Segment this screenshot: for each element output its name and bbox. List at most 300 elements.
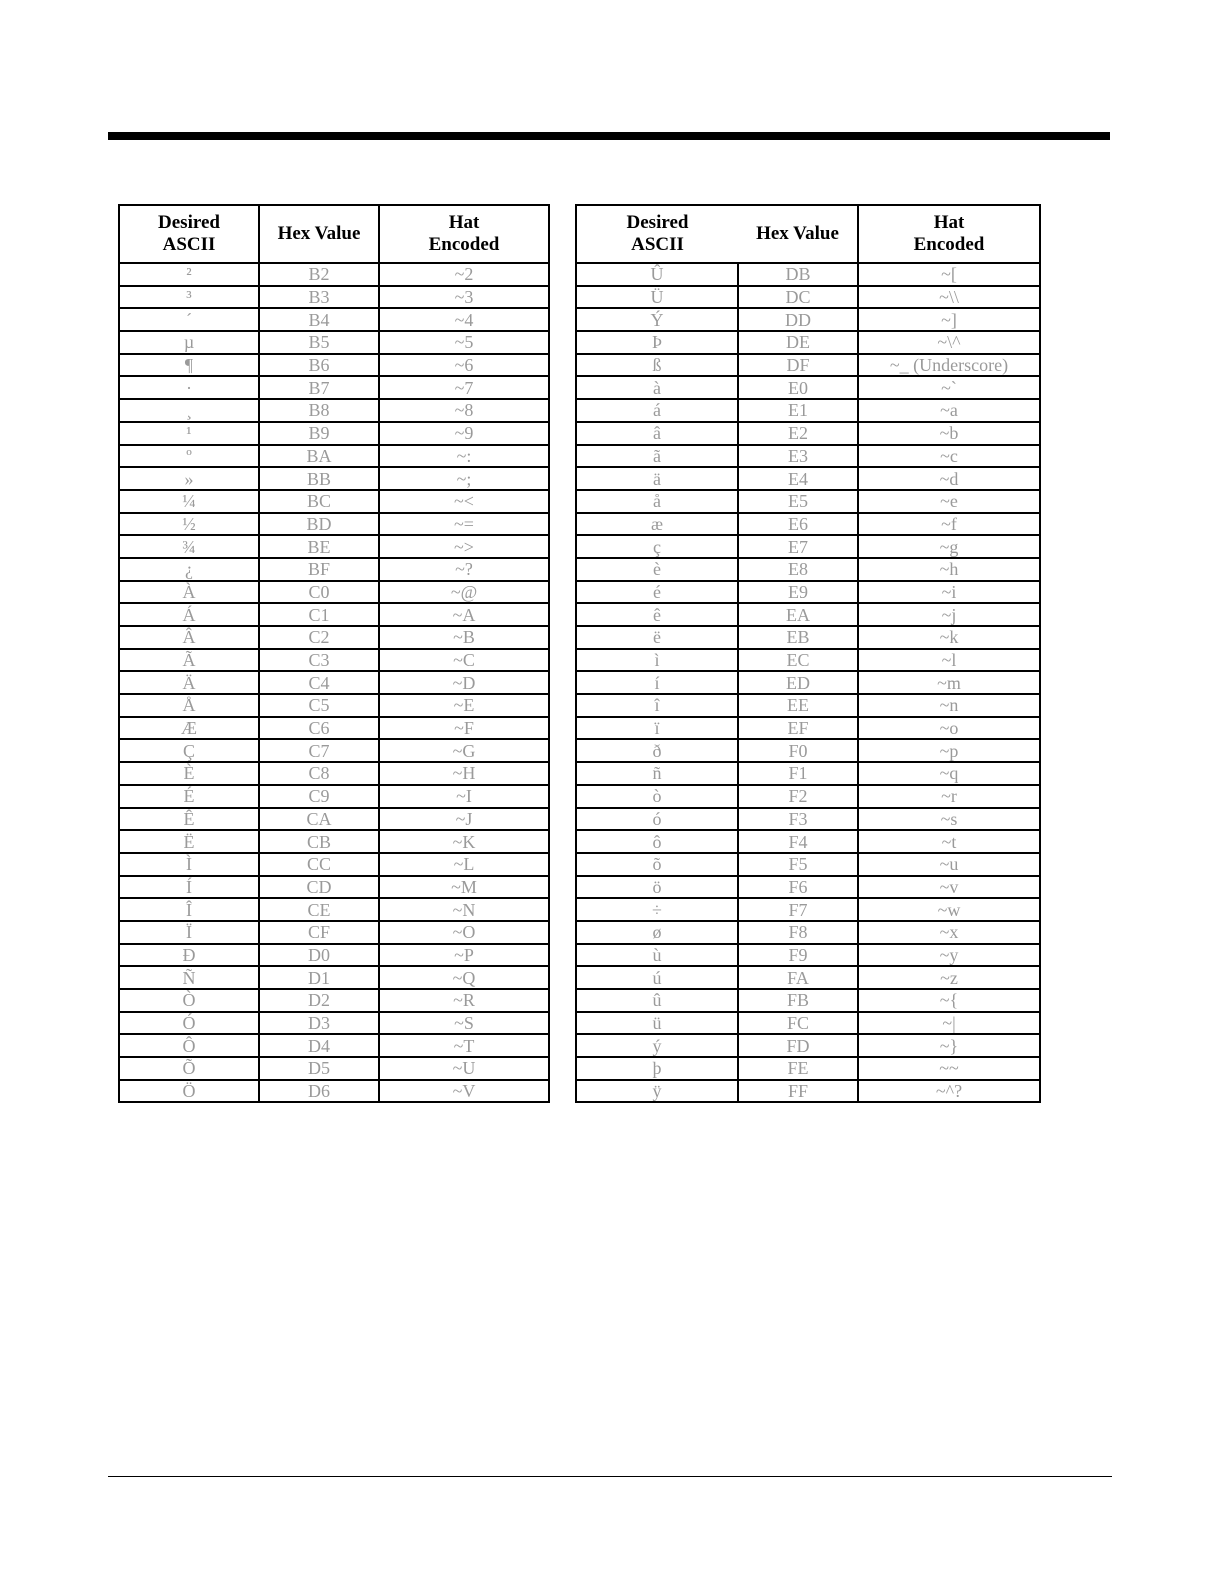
cell-hex-value: C6 [259, 717, 379, 740]
table-row [576, 263, 1040, 286]
cell-hex-value: FB [738, 989, 858, 1012]
cell-desired-ascii: ½ [119, 513, 259, 536]
cell-desired-ascii: Ï [119, 921, 259, 944]
cell-hat-encoded: ~= [379, 513, 549, 536]
cell-hex-value: D2 [259, 989, 379, 1012]
table-row [119, 558, 549, 581]
cell-hat-encoded: ~w [858, 898, 1040, 921]
cell-hex-value: B4 [259, 308, 379, 331]
cell-desired-ascii: É [119, 785, 259, 808]
header-desired-ascii: Desired ASCII [119, 205, 259, 263]
table-row [576, 739, 1040, 762]
cell-desired-ascii: Ç [119, 739, 259, 762]
table-row [119, 1012, 549, 1035]
table-row [576, 467, 1040, 490]
table-row [576, 603, 1040, 626]
cell-desired-ascii: á [576, 399, 738, 422]
cell-hex-value: C9 [259, 785, 379, 808]
table-row [119, 830, 549, 853]
cell-hat-encoded: ~R [379, 989, 549, 1012]
cell-hat-encoded: ~6 [379, 354, 549, 377]
cell-desired-ascii: Þ [576, 331, 738, 354]
cell-hex-value: E1 [738, 399, 858, 422]
cell-desired-ascii: Ô [119, 1034, 259, 1057]
hat-encoding-table-left [118, 204, 550, 1103]
cell-hat-encoded: ~y [858, 944, 1040, 967]
cell-hat-encoded: ~~ [858, 1057, 1040, 1080]
cell-hat-encoded: ~M [379, 876, 549, 899]
table-body-right [576, 263, 1040, 1102]
cell-hat-encoded: ~t [858, 830, 1040, 853]
cell-hex-value: FE [738, 1057, 858, 1080]
cell-hex-value: E8 [738, 558, 858, 581]
cell-desired-ascii: Ë [119, 830, 259, 853]
cell-hex-value: E7 [738, 535, 858, 558]
cell-hat-encoded: ~; [379, 467, 549, 490]
cell-hat-encoded: ~_ (Underscore) [858, 354, 1040, 377]
table-row [119, 921, 549, 944]
cell-hat-encoded: ~| [858, 1012, 1040, 1035]
cell-hex-value: DC [738, 286, 858, 309]
cell-desired-ascii: ú [576, 966, 738, 989]
cell-desired-ascii: À [119, 581, 259, 604]
cell-hat-encoded: ~P [379, 944, 549, 967]
table-row [576, 671, 1040, 694]
cell-hex-value: BA [259, 445, 379, 468]
cell-hex-value: ED [738, 671, 858, 694]
cell-hex-value: F6 [738, 876, 858, 899]
cell-desired-ascii: ì [576, 649, 738, 672]
cell-desired-ascii: ò [576, 785, 738, 808]
cell-desired-ascii: û [576, 989, 738, 1012]
cell-desired-ascii: Ü [576, 286, 738, 309]
cell-hex-value: B9 [259, 422, 379, 445]
table-row [576, 376, 1040, 399]
cell-hat-encoded: ~{ [858, 989, 1040, 1012]
cell-hex-value: B3 [259, 286, 379, 309]
cell-desired-ascii: é [576, 581, 738, 604]
cell-hex-value: DD [738, 308, 858, 331]
cell-desired-ascii: Ò [119, 989, 259, 1012]
cell-hat-encoded: ~> [379, 535, 549, 558]
cell-desired-ascii: · [119, 376, 259, 399]
table-row [119, 490, 549, 513]
cell-hex-value: B6 [259, 354, 379, 377]
cell-hex-value: E5 [738, 490, 858, 513]
cell-hat-encoded: ~` [858, 376, 1040, 399]
cell-hex-value: E9 [738, 581, 858, 604]
table-row [119, 1057, 549, 1080]
table-row [576, 422, 1040, 445]
cell-hat-encoded: ~O [379, 921, 549, 944]
cell-hex-value: DF [738, 354, 858, 377]
cell-hex-value: BE [259, 535, 379, 558]
cell-desired-ascii: Å [119, 694, 259, 717]
cell-desired-ascii: ¼ [119, 490, 259, 513]
cell-hat-encoded: ~T [379, 1034, 549, 1057]
table-row [576, 966, 1040, 989]
table-row [119, 331, 549, 354]
cell-desired-ascii: ë [576, 626, 738, 649]
cell-desired-ascii: Î [119, 898, 259, 921]
cell-hat-encoded: ~D [379, 671, 549, 694]
cell-hat-encoded: ~o [858, 717, 1040, 740]
cell-hat-encoded: ~p [858, 739, 1040, 762]
table-row [119, 603, 549, 626]
cell-desired-ascii: Ã [119, 649, 259, 672]
cell-desired-ascii: è [576, 558, 738, 581]
cell-hat-encoded: ~@ [379, 581, 549, 604]
cell-hat-encoded: ~Q [379, 966, 549, 989]
cell-hex-value: CD [259, 876, 379, 899]
cell-desired-ascii: Ð [119, 944, 259, 967]
cell-hex-value: FD [738, 1034, 858, 1057]
cell-hex-value: E3 [738, 445, 858, 468]
cell-hex-value: C5 [259, 694, 379, 717]
cell-desired-ascii: ã [576, 445, 738, 468]
cell-desired-ascii: µ [119, 331, 259, 354]
cell-hex-value: EB [738, 626, 858, 649]
table-row [576, 581, 1040, 604]
cell-hex-value: CB [259, 830, 379, 853]
cell-desired-ascii: ü [576, 1012, 738, 1035]
cell-hex-value: C7 [259, 739, 379, 762]
cell-hat-encoded: ~\\ [858, 286, 1040, 309]
cell-desired-ascii: Ä [119, 671, 259, 694]
table-row [576, 898, 1040, 921]
cell-hex-value: B5 [259, 331, 379, 354]
cell-hex-value: EF [738, 717, 858, 740]
table-row [576, 1012, 1040, 1035]
cell-hex-value: D5 [259, 1057, 379, 1080]
cell-desired-ascii: ô [576, 830, 738, 853]
cell-hat-encoded: ~i [858, 581, 1040, 604]
table-row [576, 1057, 1040, 1080]
cell-hex-value: C2 [259, 626, 379, 649]
cell-desired-ascii: » [119, 467, 259, 490]
cell-hat-encoded: ~} [858, 1034, 1040, 1057]
cell-desired-ascii: å [576, 490, 738, 513]
cell-hex-value: CA [259, 808, 379, 831]
table-row [119, 739, 549, 762]
cell-hex-value: C3 [259, 649, 379, 672]
table-row [119, 513, 549, 536]
header-hat-encoded: Hat Encoded [379, 205, 549, 263]
table-row [576, 354, 1040, 377]
cell-desired-ascii: Õ [119, 1057, 259, 1080]
cell-hat-encoded: ~z [858, 966, 1040, 989]
cell-desired-ascii: ê [576, 603, 738, 626]
cell-hex-value: B7 [259, 376, 379, 399]
table-row [576, 490, 1040, 513]
cell-hex-value: BC [259, 490, 379, 513]
cell-desired-ascii: Ì [119, 853, 259, 876]
table-row [576, 399, 1040, 422]
cell-hex-value: D1 [259, 966, 379, 989]
cell-hat-encoded: ~V [379, 1080, 549, 1103]
cell-hex-value: BB [259, 467, 379, 490]
cell-desired-ascii: º [119, 445, 259, 468]
cell-hat-encoded: ~^? [858, 1080, 1040, 1103]
cell-desired-ascii: Ñ [119, 966, 259, 989]
cell-hex-value: EE [738, 694, 858, 717]
cell-desired-ascii: ´ [119, 308, 259, 331]
cell-hat-encoded: ~f [858, 513, 1040, 536]
table-row [119, 898, 549, 921]
cell-hat-encoded: ~C [379, 649, 549, 672]
cell-hex-value: C8 [259, 762, 379, 785]
cell-hex-value: E6 [738, 513, 858, 536]
cell-hat-encoded: ~l [858, 649, 1040, 672]
cell-hat-encoded: ~U [379, 1057, 549, 1080]
table-row [119, 944, 549, 967]
table-row [119, 853, 549, 876]
cell-hat-encoded: ~H [379, 762, 549, 785]
cell-hex-value: C0 [259, 581, 379, 604]
cell-desired-ascii: Æ [119, 717, 259, 740]
cell-hat-encoded: ~h [858, 558, 1040, 581]
cell-hat-encoded: ~j [858, 603, 1040, 626]
table-row [119, 671, 549, 694]
cell-desired-ascii: ö [576, 876, 738, 899]
table-row [576, 808, 1040, 831]
cell-desired-ascii: ¿ [119, 558, 259, 581]
cell-hat-encoded: ~E [379, 694, 549, 717]
cell-desired-ascii: Á [119, 603, 259, 626]
table-row [119, 535, 549, 558]
cell-hat-encoded: ~\^ [858, 331, 1040, 354]
table-row [576, 989, 1040, 1012]
table-row [576, 308, 1040, 331]
table-row [576, 626, 1040, 649]
table-row [576, 535, 1040, 558]
table-row [576, 694, 1040, 717]
cell-hex-value: F5 [738, 853, 858, 876]
cell-hex-value: B2 [259, 263, 379, 286]
cell-hat-encoded: ~L [379, 853, 549, 876]
cell-hex-value: DB [738, 263, 858, 286]
cell-hat-encoded: ~9 [379, 422, 549, 445]
cell-hat-encoded: ~A [379, 603, 549, 626]
cell-hex-value: CE [259, 898, 379, 921]
cell-hat-encoded: ~? [379, 558, 549, 581]
header-hex-value: Hex Value [738, 205, 858, 263]
table-row [576, 717, 1040, 740]
table-row [576, 513, 1040, 536]
table-row [119, 376, 549, 399]
cell-desired-ascii: ¾ [119, 535, 259, 558]
cell-desired-ascii: Û [576, 263, 738, 286]
cell-hat-encoded: ~u [858, 853, 1040, 876]
header-row [576, 205, 1040, 263]
header-row [119, 205, 549, 263]
top-rule [108, 132, 1110, 140]
cell-desired-ascii: ¶ [119, 354, 259, 377]
cell-hex-value: BD [259, 513, 379, 536]
table-row [119, 785, 549, 808]
cell-desired-ascii: ² [119, 263, 259, 286]
cell-hat-encoded: ~q [858, 762, 1040, 785]
cell-desired-ascii: Í [119, 876, 259, 899]
bottom-rule [108, 1476, 1112, 1477]
cell-hat-encoded: ~r [858, 785, 1040, 808]
cell-desired-ascii: ï [576, 717, 738, 740]
cell-desired-ascii: î [576, 694, 738, 717]
cell-hat-encoded: ~F [379, 717, 549, 740]
cell-hat-encoded: ~[ [858, 263, 1040, 286]
cell-hex-value: D6 [259, 1080, 379, 1103]
cell-hex-value: D0 [259, 944, 379, 967]
cell-hex-value: CF [259, 921, 379, 944]
cell-hex-value: E4 [738, 467, 858, 490]
table-row [119, 966, 549, 989]
table-row [119, 286, 549, 309]
cell-hex-value: B8 [259, 399, 379, 422]
table-row [119, 354, 549, 377]
cell-hex-value: BF [259, 558, 379, 581]
cell-hex-value: D3 [259, 1012, 379, 1035]
table-row [576, 558, 1040, 581]
cell-hex-value: C4 [259, 671, 379, 694]
cell-hex-value: C1 [259, 603, 379, 626]
hat-encoding-table-right [575, 204, 1041, 1103]
cell-hat-encoded: ~: [379, 445, 549, 468]
cell-desired-ascii: ó [576, 808, 738, 831]
table-row [119, 445, 549, 468]
cell-hat-encoded: ~v [858, 876, 1040, 899]
cell-desired-ascii: Ó [119, 1012, 259, 1035]
cell-hex-value: D4 [259, 1034, 379, 1057]
cell-hex-value: F7 [738, 898, 858, 921]
cell-hex-value: E2 [738, 422, 858, 445]
cell-desired-ascii: ø [576, 921, 738, 944]
cell-desired-ascii: þ [576, 1057, 738, 1080]
table-row [119, 694, 549, 717]
cell-desired-ascii: Â [119, 626, 259, 649]
cell-hat-encoded: ~N [379, 898, 549, 921]
cell-hat-encoded: ~a [858, 399, 1040, 422]
table-row [576, 853, 1040, 876]
table-row [119, 308, 549, 331]
cell-desired-ascii: ß [576, 354, 738, 377]
cell-hex-value: F8 [738, 921, 858, 944]
cell-hex-value: FA [738, 966, 858, 989]
cell-hex-value: FF [738, 1080, 858, 1103]
table-row [576, 445, 1040, 468]
table-body-left [119, 263, 549, 1102]
cell-desired-ascii: í [576, 671, 738, 694]
cell-hat-encoded: ~K [379, 830, 549, 853]
cell-hat-encoded: ~x [858, 921, 1040, 944]
header-hat-encoded: Hat Encoded [858, 205, 1040, 263]
cell-desired-ascii: ¹ [119, 422, 259, 445]
cell-hat-encoded: ~c [858, 445, 1040, 468]
cell-hex-value: F3 [738, 808, 858, 831]
table-row [576, 1034, 1040, 1057]
cell-desired-ascii: æ [576, 513, 738, 536]
cell-desired-ascii: ÷ [576, 898, 738, 921]
table-row [119, 422, 549, 445]
cell-hat-encoded: ~7 [379, 376, 549, 399]
cell-desired-ascii: ñ [576, 762, 738, 785]
cell-hex-value: F4 [738, 830, 858, 853]
cell-hat-encoded: ~g [858, 535, 1040, 558]
cell-hat-encoded: ~4 [379, 308, 549, 331]
cell-desired-ascii: Ý [576, 308, 738, 331]
cell-desired-ascii: ³ [119, 286, 259, 309]
cell-desired-ascii: ð [576, 739, 738, 762]
cell-hat-encoded: ~< [379, 490, 549, 513]
table-row [576, 762, 1040, 785]
cell-hex-value: FC [738, 1012, 858, 1035]
cell-hat-encoded: ~I [379, 785, 549, 808]
table-row [576, 649, 1040, 672]
header-desired-ascii: Desired ASCII [576, 205, 738, 263]
cell-desired-ascii: ä [576, 467, 738, 490]
cell-hex-value: EC [738, 649, 858, 672]
cell-hex-value: F2 [738, 785, 858, 808]
cell-hat-encoded: ~2 [379, 263, 549, 286]
table-row [119, 1080, 549, 1103]
table-row [576, 830, 1040, 853]
cell-desired-ascii: È [119, 762, 259, 785]
table-row [119, 581, 549, 604]
cell-desired-ascii: â [576, 422, 738, 445]
table-row [119, 1034, 549, 1057]
table-row [119, 989, 549, 1012]
cell-hex-value: E0 [738, 376, 858, 399]
cell-hat-encoded: ~m [858, 671, 1040, 694]
cell-hat-encoded: ~e [858, 490, 1040, 513]
cell-desired-ascii: ç [576, 535, 738, 558]
cell-hat-encoded: ~G [379, 739, 549, 762]
cell-hat-encoded: ~8 [379, 399, 549, 422]
cell-desired-ascii: ÿ [576, 1080, 738, 1103]
table-row [576, 331, 1040, 354]
table-row [576, 785, 1040, 808]
table-row [119, 399, 549, 422]
cell-hat-encoded: ~k [858, 626, 1040, 649]
cell-desired-ascii: Ö [119, 1080, 259, 1103]
cell-hat-encoded: ~s [858, 808, 1040, 831]
cell-desired-ascii: ý [576, 1034, 738, 1057]
table-row [119, 762, 549, 785]
cell-hat-encoded: ~n [858, 694, 1040, 717]
table-row [119, 626, 549, 649]
table-row [119, 876, 549, 899]
cell-hat-encoded: ~d [858, 467, 1040, 490]
table-row [576, 286, 1040, 309]
header-hex-value: Hex Value [259, 205, 379, 263]
table-row [119, 808, 549, 831]
cell-hex-value: EA [738, 603, 858, 626]
cell-hat-encoded: ~] [858, 308, 1040, 331]
cell-desired-ascii: Ê [119, 808, 259, 831]
table-row [119, 467, 549, 490]
cell-hex-value: F9 [738, 944, 858, 967]
cell-hat-encoded: ~B [379, 626, 549, 649]
cell-hat-encoded: ~b [858, 422, 1040, 445]
cell-hat-encoded: ~S [379, 1012, 549, 1035]
cell-desired-ascii: ¸ [119, 399, 259, 422]
table-row [576, 944, 1040, 967]
cell-hex-value: F1 [738, 762, 858, 785]
table-row [576, 921, 1040, 944]
table-row [119, 263, 549, 286]
table-row [119, 717, 549, 740]
cell-hat-encoded: ~J [379, 808, 549, 831]
table-row [119, 649, 549, 672]
